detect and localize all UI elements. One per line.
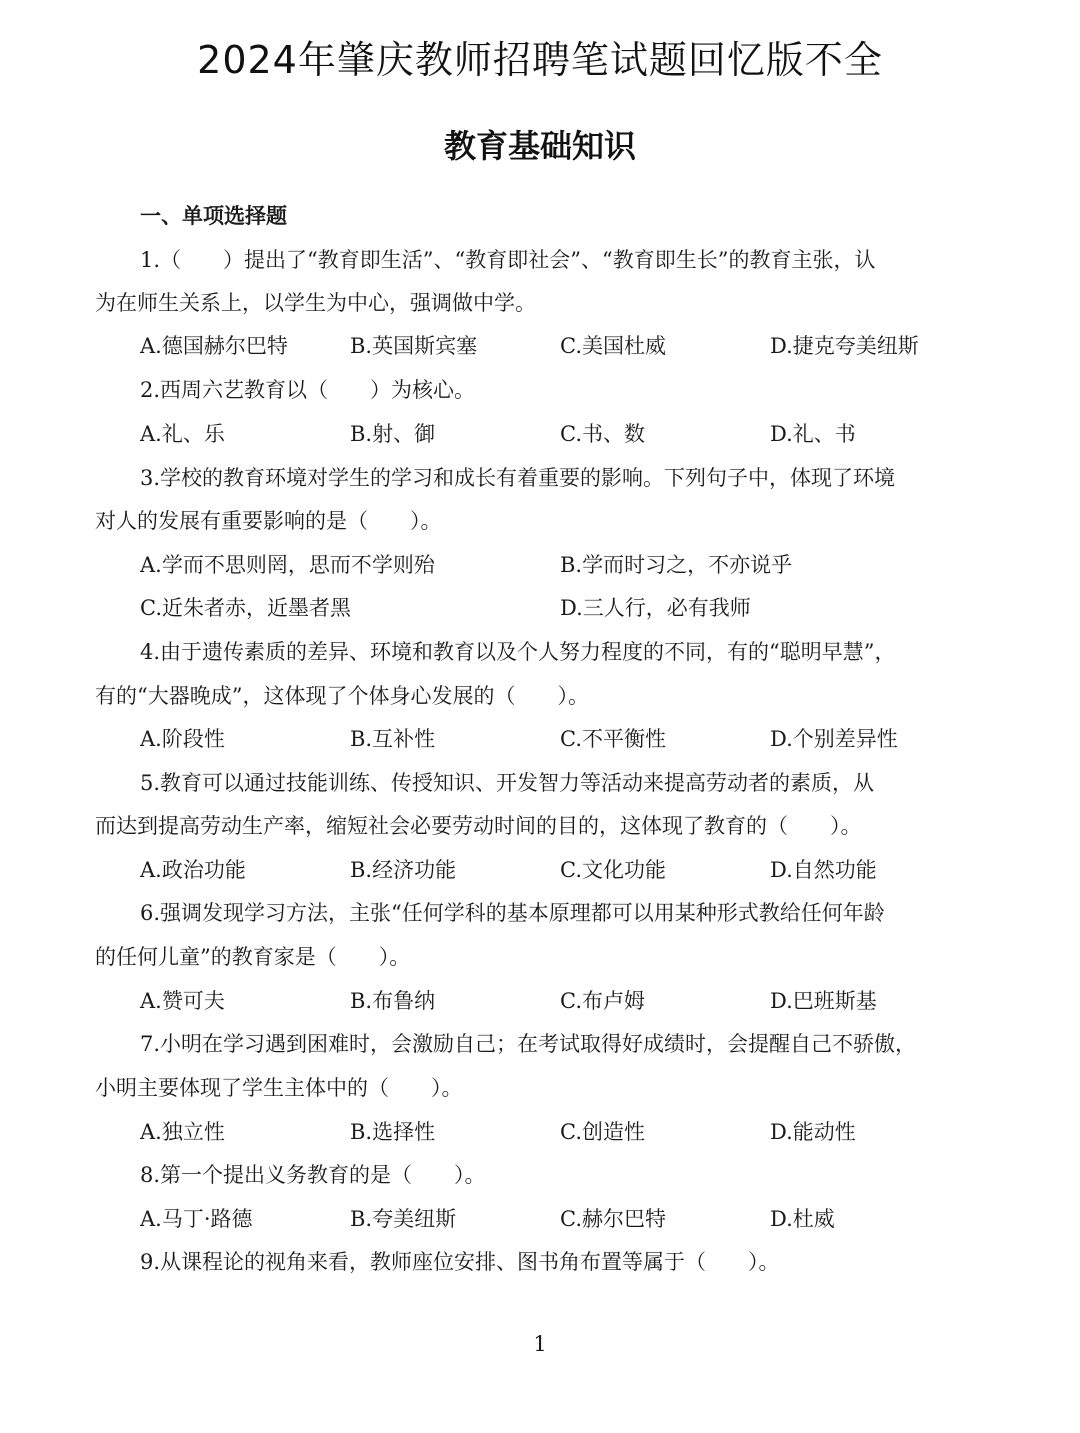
option-c: C.布卢姆 <box>560 989 645 1013</box>
option-d: D.个别差异性 <box>770 727 898 751</box>
option-b: B.选择性 <box>350 1120 436 1144</box>
option-c: C.文化功能 <box>560 858 666 882</box>
option-a: A.礼、乐 <box>140 422 225 446</box>
option-c: C.近朱者赤，近墨者黑 <box>140 596 351 620</box>
option-d: D.杜威 <box>770 1207 835 1231</box>
option-d: D.自然功能 <box>770 858 877 882</box>
option-d: D.礼、书 <box>770 422 856 446</box>
question-text-line: 1.（ ）提出了“教育即生活”、“教育即社会”、“教育即生长”的教育主张，认 <box>140 248 876 272</box>
option-c: C.赫尔巴特 <box>560 1207 666 1231</box>
question-text-line: 而达到提高劳动生产率，缩短社会必要劳动时间的目的，这体现了教育的（ ）。 <box>95 814 862 838</box>
section-heading: 一、单项选择题 <box>140 204 287 228</box>
option-a: A.赞可夫 <box>140 989 225 1013</box>
option-a: A.阶段性 <box>140 727 225 751</box>
option-c: C.创造性 <box>560 1120 645 1144</box>
option-d: D.能动性 <box>770 1120 856 1144</box>
option-d: D.巴班斯基 <box>770 989 877 1013</box>
option-a: A.马丁·路德 <box>140 1207 253 1231</box>
option-d: D.捷克夸美纽斯 <box>770 334 919 358</box>
question-text-line: 2.西周六艺教育以（ ）为核心。 <box>140 378 476 402</box>
document-subtitle: 教育基础知识 <box>443 127 636 165</box>
question-text-line: 3.学校的教育环境对学生的学习和成长有着重要的影响。下列句子中，体现了环境 <box>140 466 896 490</box>
option-b: B.英国斯宾塞 <box>350 334 478 358</box>
option-d: D.三人行，必有我师 <box>560 596 751 620</box>
question-text-line: 7.小明在学习遇到困难时，会激励自己；在考试取得好成绩时，会提醒自己不骄傲， <box>140 1032 917 1056</box>
page-number: 1 <box>533 1332 547 1356</box>
option-b: B.学而时习之，不亦说乎 <box>560 553 793 577</box>
document-title: 2024年肇庆教师招聘笔试题回忆版不全 <box>197 38 883 82</box>
option-b: B.夸美纽斯 <box>350 1207 457 1231</box>
option-a: A.学而不思则罔，思而不学则殆 <box>140 553 435 577</box>
option-a: A.德国赫尔巴特 <box>140 334 288 358</box>
question-text-line: 小明主要体现了学生主体中的（ ）。 <box>95 1076 463 1100</box>
question-text-line: 5.教育可以通过技能训练、传授知识、开发智力等活动来提高劳动者的素质，从 <box>140 771 875 795</box>
option-c: C.美国杜威 <box>560 334 666 358</box>
question-text-line: 为在师生关系上，以学生为中心，强调做中学。 <box>95 291 536 315</box>
question-text-line: 9.从课程论的视角来看，教师座位安排、图书角布置等属于（ ）。 <box>140 1250 780 1274</box>
option-b: B.经济功能 <box>350 858 457 882</box>
option-c: C.不平衡性 <box>560 727 666 751</box>
option-c: C.书、数 <box>560 422 645 446</box>
question-text-line: 对人的发展有重要影响的是（ ）。 <box>95 509 442 533</box>
question-text-line: 的任何儿童”的教育家是（ ）。 <box>95 945 411 969</box>
option-b: B.射、御 <box>350 422 436 446</box>
option-b: B.互补性 <box>350 727 436 751</box>
option-b: B.布鲁纳 <box>350 989 436 1013</box>
question-text-line: 6.强调发现学习方法，主张“任何学科的基本原理都可以用某种形式教给任何年龄 <box>140 901 885 925</box>
question-text-line: 有的“大器晚成”，这体现了个体身心发展的（ ）。 <box>95 684 589 708</box>
option-a: A.政治功能 <box>140 858 246 882</box>
question-text-line: 4.由于遗传素质的差异、环境和教育以及个人努力程度的不同，有的“聪明早慧”， <box>140 640 896 664</box>
question-text-line: 8.第一个提出义务教育的是（ ）。 <box>140 1163 486 1187</box>
option-a: A.独立性 <box>140 1120 225 1144</box>
